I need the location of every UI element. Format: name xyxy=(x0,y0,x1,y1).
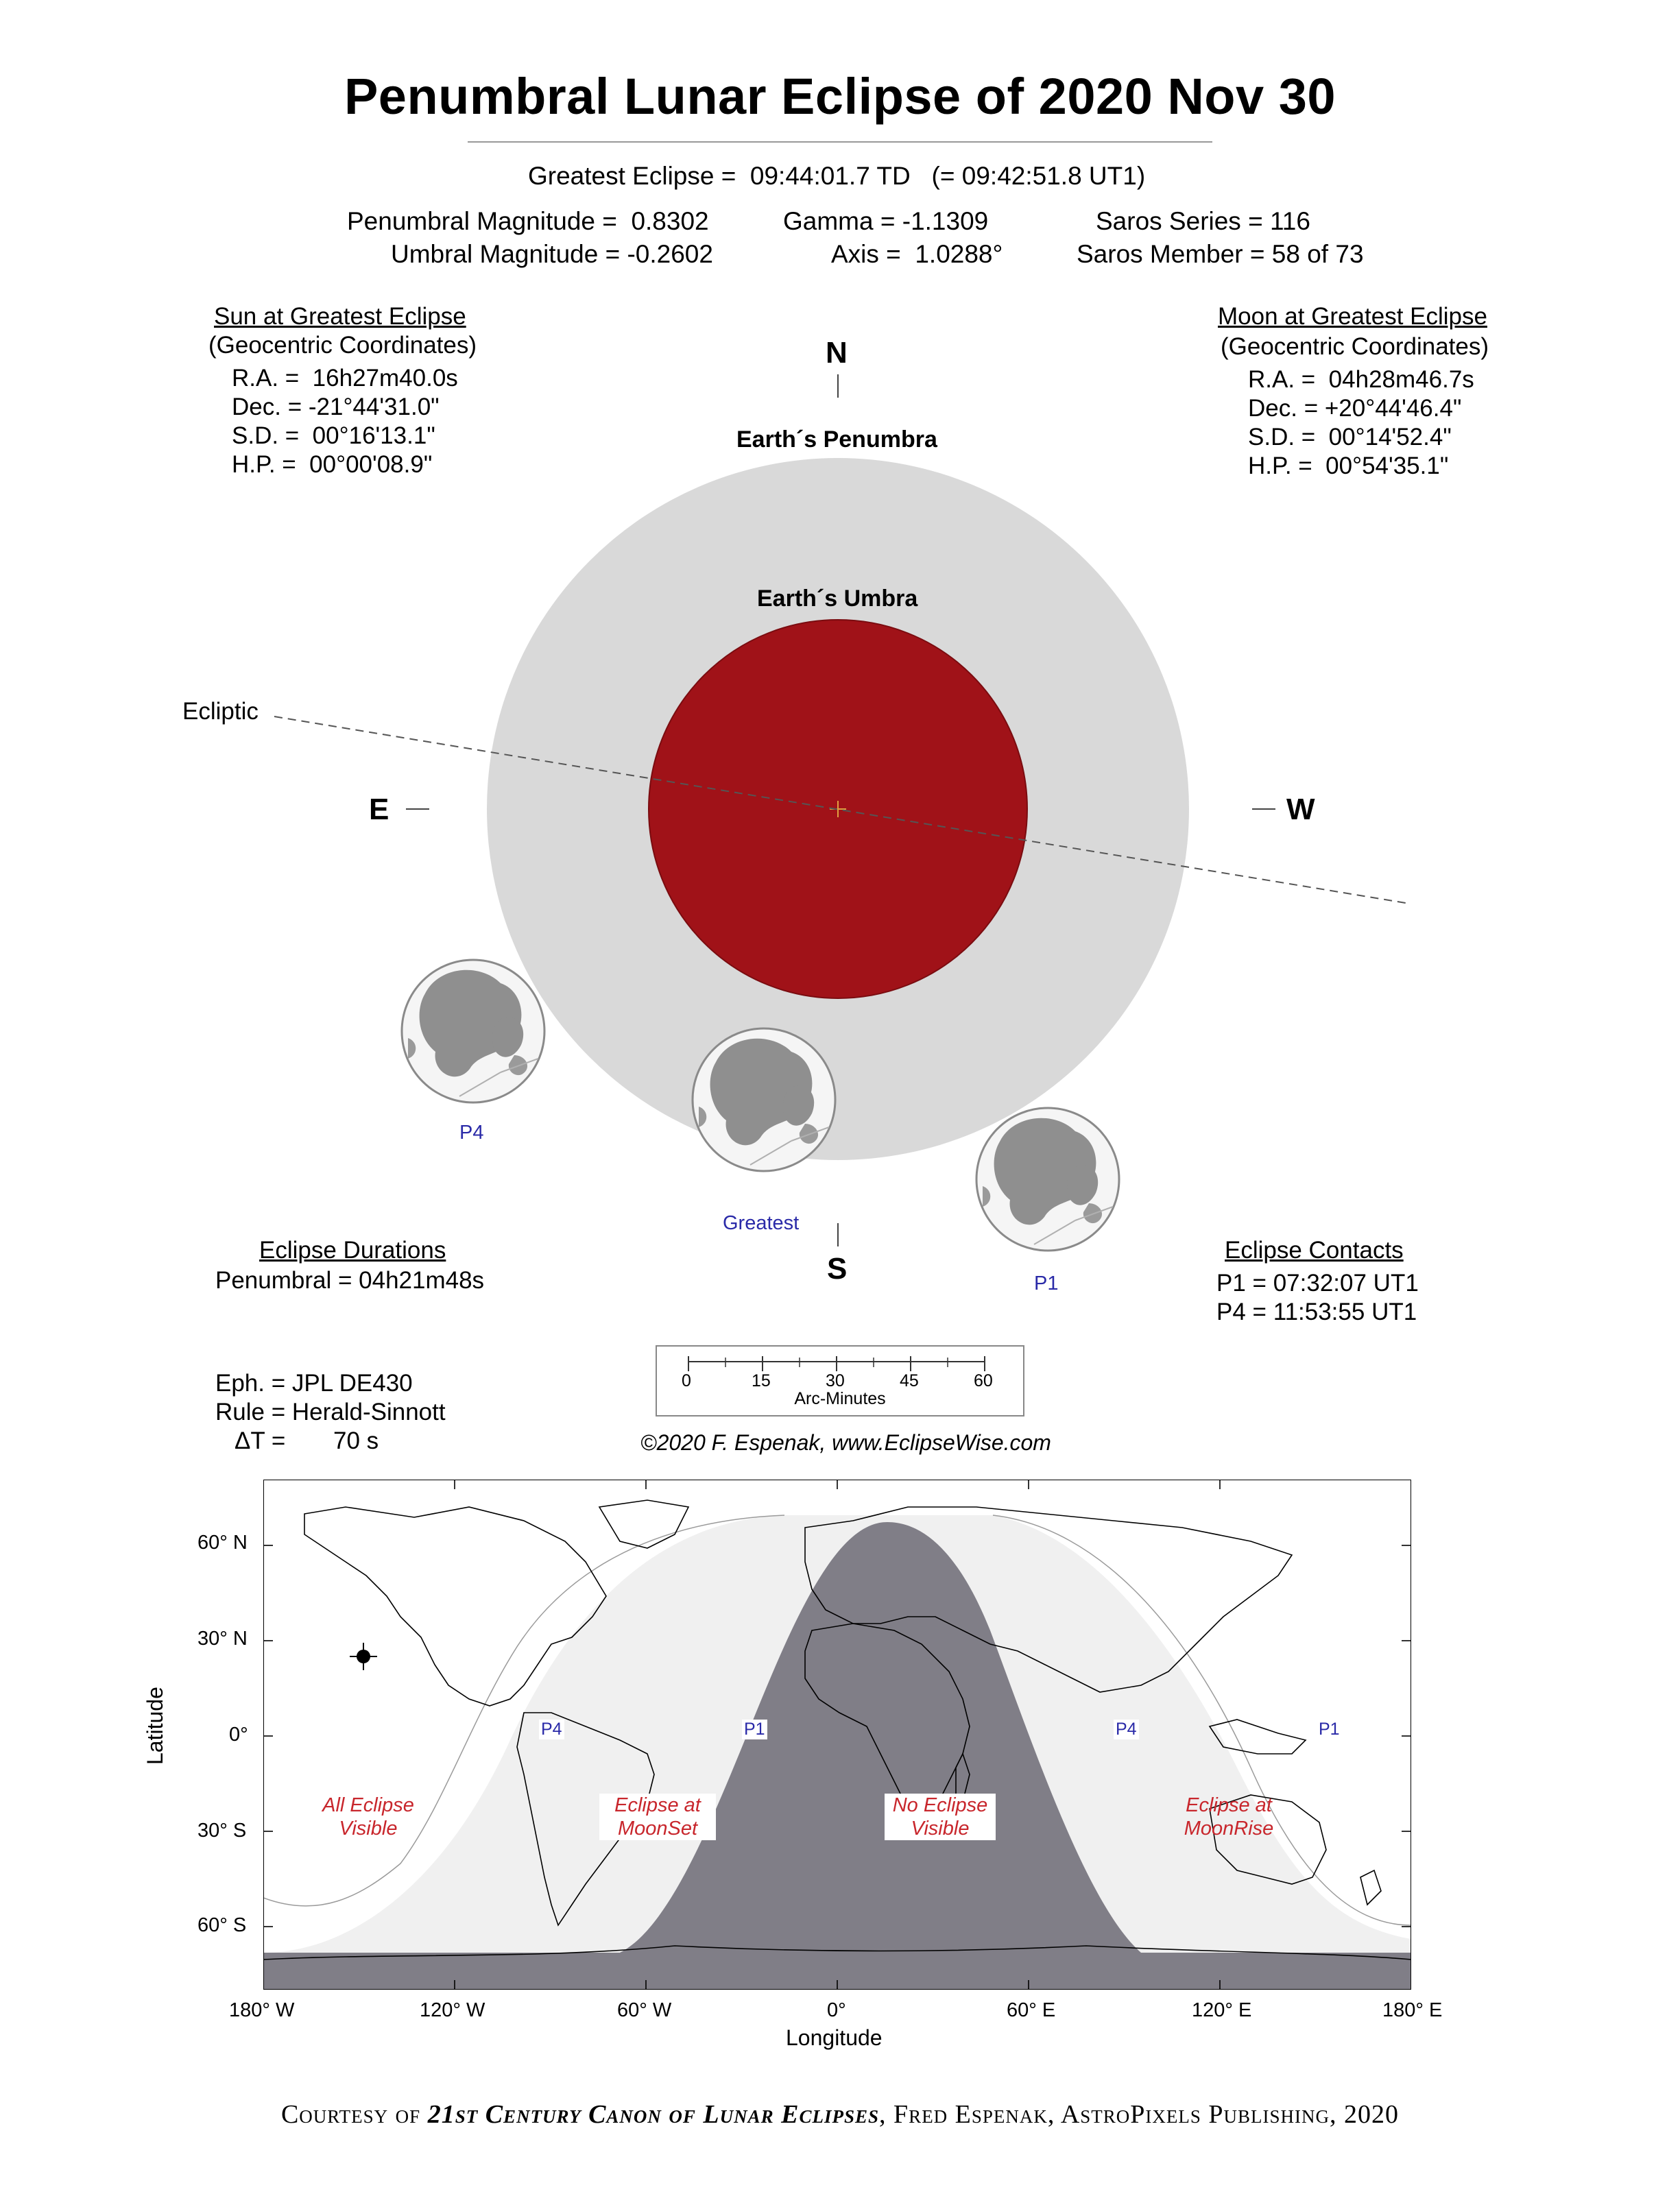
axis-value: Axis = 1.0288° xyxy=(831,240,1003,268)
north-label: N xyxy=(826,336,848,370)
south-label: S xyxy=(827,1252,848,1286)
contacts-heading: Eclipse Contacts xyxy=(1225,1237,1404,1264)
lon-tick-120e: 120° E xyxy=(1192,1999,1252,2021)
saros-series: Saros Series = 116 xyxy=(1096,207,1310,235)
lat-tick-60n: 60° N xyxy=(197,1532,248,1554)
moon-sd: S.D. = 00°14'52.4" xyxy=(1248,424,1452,450)
scale-tick-15: 15 xyxy=(752,1371,771,1390)
greatest-eclipse-line: Greatest Eclipse = 09:44:01.7 TD (= 09:42:51.8 UT1) xyxy=(528,162,1146,190)
moon-greatest xyxy=(693,1028,835,1171)
ecliptic-label: Ecliptic xyxy=(182,698,259,725)
gamma-value: Gamma = -1.1309 xyxy=(783,207,989,235)
map-y-axis-label: Latitude xyxy=(143,1687,167,1765)
lon-tick-60w: 60° W xyxy=(617,1999,672,2021)
delta-t-value: 70 s xyxy=(333,1427,379,1454)
durations-heading: Eclipse Durations xyxy=(259,1237,446,1264)
page-title: Penumbral Lunar Eclipse of 2020 Nov 30 xyxy=(344,68,1336,125)
map-p1-right: P1 xyxy=(1317,1720,1342,1739)
scale-tick-60: 60 xyxy=(974,1371,993,1390)
footer-post: , Fred Espenak, AstroPixels Publishing, 2020 xyxy=(879,2100,1400,2129)
penumbral-duration: Penumbral = 04h21m48s xyxy=(215,1267,485,1294)
sun-hp: H.P. = 00°00'08.9" xyxy=(232,451,433,478)
p1-moon-label: P1 xyxy=(1034,1273,1059,1294)
map-p4-right: P4 xyxy=(1114,1720,1139,1739)
contact-p4: P4 = 11:53:55 UT1 xyxy=(1216,1299,1417,1325)
lon-tick-60e: 60° E xyxy=(1007,1999,1056,2021)
map-p4-left: P4 xyxy=(539,1720,564,1739)
scale-tick-0: 0 xyxy=(682,1371,691,1390)
greatest-moon-label: Greatest xyxy=(723,1212,800,1234)
footer-book-title: 21st Century Canon of Lunar Eclipses xyxy=(427,2100,880,2129)
sun-ra: R.A. = 16h27m40.0s xyxy=(232,365,458,391)
moon-hp: H.P. = 00°54'35.1" xyxy=(1248,453,1449,479)
rule: Rule = Herald-Sinnott xyxy=(215,1399,446,1425)
lon-tick-0: 0° xyxy=(827,1999,846,2021)
copyright-notice: ©2020 F. Espenak, www.EclipseWise.com xyxy=(640,1430,1051,1455)
footer-pre: Courtesy of xyxy=(280,2100,428,2129)
visibility-map xyxy=(263,1480,1411,1990)
sun-subheading: (Geocentric Coordinates) xyxy=(208,332,477,359)
p4-moon-label: P4 xyxy=(459,1122,484,1144)
region-moonrise: Eclipse at MoonRise xyxy=(1184,1794,1274,1840)
region-all-visible: All Eclipse Visible xyxy=(322,1794,414,1840)
map-x-axis-label: Longitude xyxy=(786,2025,883,2050)
lat-tick-0: 0° xyxy=(229,1724,248,1746)
moon-dec: Dec. = +20°44'46.4" xyxy=(1248,395,1462,422)
ephemeris: Eph. = JPL DE430 xyxy=(215,1370,413,1397)
moon-p4 xyxy=(402,960,544,1102)
lon-tick-120w: 120° W xyxy=(420,1999,485,2021)
moon-ra: R.A. = 04h28m46.7s xyxy=(1248,366,1474,393)
scale-tick-45: 45 xyxy=(900,1371,919,1390)
moon-heading: Moon at Greatest Eclipse xyxy=(1218,303,1487,330)
delta-t-label: ΔT = xyxy=(235,1427,286,1454)
west-label: W xyxy=(1286,793,1315,826)
moon-p1 xyxy=(976,1108,1119,1251)
scale-tick-30: 30 xyxy=(826,1371,845,1390)
footer-credit xyxy=(0,2099,1680,2130)
penumbral-magnitude: Penumbral Magnitude = 0.8302 xyxy=(347,207,709,235)
lon-tick-180w: 180° W xyxy=(229,1999,295,2021)
map-p1-left: P1 xyxy=(742,1720,767,1739)
moon-subheading: (Geocentric Coordinates) xyxy=(1221,333,1489,360)
lat-tick-30s: 30° S xyxy=(197,1820,247,1842)
sun-heading: Sun at Greatest Eclipse xyxy=(214,303,466,330)
lat-tick-60s: 60° S xyxy=(197,1914,247,1936)
contact-p1: P1 = 07:32:07 UT1 xyxy=(1216,1270,1419,1297)
penumbra-label: Earth´s Penumbra xyxy=(736,426,937,453)
region-no-eclipse: No Eclipse Visible xyxy=(885,1794,996,1840)
lon-tick-180e: 180° E xyxy=(1382,1999,1443,2021)
lat-tick-30n: 30° N xyxy=(197,1628,248,1650)
saros-member: Saros Member = 58 of 73 xyxy=(1077,240,1364,268)
scale-unit-label: Arc-Minutes xyxy=(794,1389,886,1408)
arc-minute-scale xyxy=(656,1345,1024,1417)
region-moonset: Eclipse at MoonSet xyxy=(599,1794,716,1840)
sun-sd: S.D. = 00°16'13.1" xyxy=(232,422,435,449)
umbral-magnitude: Umbral Magnitude = -0.2602 xyxy=(391,240,713,268)
umbra-label: Earth´s Umbra xyxy=(757,586,918,612)
east-label: E xyxy=(369,793,389,826)
sun-dec: Dec. = -21°44'31.0" xyxy=(232,394,440,420)
